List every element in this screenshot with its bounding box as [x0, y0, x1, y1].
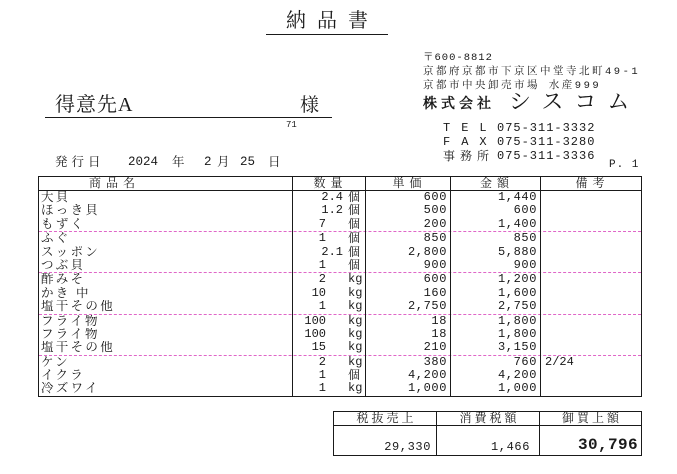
remarks	[540, 191, 641, 204]
row-group	[39, 191, 641, 232]
quantity-value: 7	[318, 216, 326, 231]
quantity-cell	[292, 218, 365, 231]
unit-price: 500	[423, 203, 447, 218]
amount: 5,880	[497, 244, 537, 259]
company-name: シスコム	[509, 89, 641, 114]
amount: 1,200	[497, 272, 537, 287]
table-row	[39, 328, 641, 341]
row-group	[39, 273, 641, 314]
quantity-unit: kg	[348, 272, 363, 287]
quantity-cell	[292, 356, 365, 369]
amount: 4,200	[497, 368, 537, 383]
unit-price: 210	[423, 340, 447, 355]
quantity-cell	[292, 315, 365, 328]
amount: 1,600	[497, 285, 537, 300]
unit-price: 2,750	[407, 299, 447, 314]
quantity-unit: 個	[348, 203, 361, 218]
header-item-name: 商 品 名	[89, 176, 137, 190]
header-quantity: 数 量	[313, 176, 344, 190]
amount: 600	[513, 203, 537, 218]
subtotal-value: 29,330	[334, 426, 437, 455]
quantity-unit: kg	[348, 299, 363, 314]
quantity-value: 100	[304, 326, 326, 341]
issue-date-year-unit: 年	[172, 155, 185, 169]
tax-label: 消費税額	[437, 412, 540, 426]
quantity-value: 2	[318, 354, 326, 369]
table-row	[39, 273, 641, 286]
quantity-value: 1	[318, 257, 326, 272]
item-name: 塩干その他	[41, 300, 116, 314]
item-name: かき 中	[41, 286, 91, 300]
quantity-value: 1	[318, 231, 326, 246]
header-remarks: 備 考	[575, 176, 606, 190]
quantity-unit: kg	[348, 354, 363, 369]
quantity-unit: kg	[348, 340, 363, 355]
quantity-unit: kg	[348, 313, 363, 328]
quantity-unit: kg	[348, 381, 363, 396]
subtotal-label: 税抜売上	[334, 412, 437, 426]
page-number: P. 1	[609, 159, 640, 171]
quantity-cell	[292, 328, 365, 341]
quantity-value: 2.4	[321, 190, 343, 204]
remarks	[540, 369, 641, 382]
contact-label: FAX	[443, 135, 498, 149]
contact-list	[443, 121, 595, 163]
table-row	[39, 232, 641, 245]
amount: 850	[513, 231, 537, 246]
table-row	[39, 287, 641, 300]
totals-box	[333, 411, 642, 456]
column-divider	[292, 177, 293, 396]
table-row	[39, 315, 641, 328]
table-row	[39, 369, 641, 382]
contact-label: 事務所	[443, 149, 495, 163]
quantity-value: 1.2	[321, 203, 343, 218]
unit-price: 1,000	[407, 381, 447, 396]
contact-fax	[443, 135, 595, 149]
sender-address-line2: 京都市中央卸売市場 水産999	[423, 80, 602, 92]
row-group	[39, 356, 641, 396]
item-name: ケン	[41, 355, 70, 369]
unit-price: 160	[423, 285, 447, 300]
unit-price: 380	[423, 354, 447, 369]
item-name: 大貝	[41, 191, 71, 204]
total-value: 30,796	[577, 436, 638, 454]
remarks	[540, 259, 641, 272]
sender-postal-code: 〒600-8812	[423, 52, 493, 64]
amount: 1,400	[497, 216, 537, 231]
remarks	[540, 341, 641, 354]
quantity-unit: kg	[348, 326, 363, 341]
contact-number: 075-311-3280	[497, 135, 596, 149]
unit-price: 900	[423, 257, 447, 272]
table-row	[39, 259, 641, 272]
remarks	[540, 246, 641, 259]
issue-date-label: 発行日	[55, 155, 105, 169]
amount: 2,750	[497, 299, 537, 314]
column-divider	[540, 177, 541, 396]
quantity-unit: 個	[348, 244, 361, 259]
quantity-unit: kg	[348, 285, 363, 300]
amount: 1,800	[497, 313, 537, 328]
issue-date-month-unit: 月	[217, 155, 230, 169]
header-amount: 金 額	[479, 176, 510, 190]
unit-price: 4,200	[407, 368, 447, 383]
quantity-cell	[292, 246, 365, 259]
item-name: ふぐ	[41, 232, 71, 246]
quantity-cell	[292, 204, 365, 217]
unit-price: 600	[423, 190, 447, 204]
contact-tel	[443, 121, 595, 135]
unit-price: 2,800	[407, 244, 447, 259]
quantity-cell	[292, 259, 365, 272]
unit-price: 600	[423, 272, 447, 287]
item-name: 塩干その他	[41, 341, 116, 355]
table-row	[39, 341, 641, 354]
quantity-value: 1	[318, 299, 326, 314]
item-name: フライ物	[41, 327, 100, 341]
unit-price: 850	[423, 231, 447, 246]
quantity-value: 2.1	[321, 244, 343, 259]
item-name: もずく	[41, 217, 86, 231]
quantity-cell	[292, 382, 365, 395]
table-row	[39, 191, 641, 204]
item-name: 冷ズワイ	[41, 382, 100, 396]
amount: 760	[513, 354, 537, 369]
table-body	[39, 191, 641, 396]
quantity-unit: 個	[348, 216, 361, 231]
quantity-cell	[292, 232, 365, 245]
quantity-cell	[292, 273, 365, 286]
remarks	[540, 204, 641, 217]
remarks	[540, 328, 641, 341]
total-label: 御買上額	[540, 412, 641, 426]
customer-name: 得意先A	[55, 94, 134, 116]
unit-price: 200	[423, 216, 447, 231]
item-name: フライ物	[41, 314, 100, 328]
item-name: ほっき貝	[41, 204, 101, 218]
row-group	[39, 232, 641, 273]
quantity-unit: 個	[348, 257, 361, 272]
quantity-cell	[292, 300, 365, 313]
quantity-value: 100	[304, 313, 326, 328]
remarks	[540, 287, 641, 300]
unit-price: 18	[431, 326, 447, 341]
remarks: 2/24	[545, 354, 574, 369]
quantity-cell	[292, 191, 365, 204]
amount: 900	[513, 257, 537, 272]
quantity-value: 1	[318, 381, 326, 396]
table-row	[39, 382, 641, 395]
quantity-cell	[292, 369, 365, 382]
remarks	[540, 315, 641, 328]
amount: 1,440	[497, 190, 537, 204]
issue-date-month: 2	[204, 155, 212, 169]
quantity-value: 10	[311, 285, 326, 300]
remarks	[540, 382, 641, 395]
contact-number: 075-311-3336	[497, 149, 596, 163]
table-header-row	[39, 177, 641, 191]
company-prefix: 株式会社	[423, 97, 495, 112]
quantity-value: 15	[311, 340, 326, 355]
quantity-value: 1	[318, 368, 326, 383]
amount: 1,000	[497, 381, 537, 396]
table-row	[39, 246, 641, 259]
table-row	[39, 204, 641, 217]
quantity-unit: 個	[348, 231, 361, 246]
unit-price: 18	[431, 313, 447, 328]
customer-code: 71	[286, 120, 297, 130]
item-name: スッポン	[41, 245, 101, 259]
quantity-cell	[292, 287, 365, 300]
quantity-unit: 個	[348, 368, 361, 383]
sender-address-line1: 京都府京都市下京区中堂寺北町49-1	[423, 66, 641, 78]
table-row	[39, 218, 641, 231]
issue-date-day-unit: 日	[268, 155, 281, 169]
column-divider	[450, 177, 451, 396]
quantity-unit: 個	[348, 190, 361, 204]
remarks	[540, 232, 641, 245]
table-row	[39, 300, 641, 313]
remarks	[540, 273, 641, 286]
issue-date-year: 2024	[128, 155, 159, 169]
remarks	[540, 300, 641, 313]
contact-office	[443, 149, 595, 163]
row-group	[39, 315, 641, 356]
items-table	[38, 176, 642, 397]
contact-number: 075-311-3332	[497, 121, 596, 135]
amount: 3,150	[497, 340, 537, 355]
remarks	[540, 218, 641, 231]
tax-value: 1,466	[437, 426, 540, 455]
column-divider	[365, 177, 366, 396]
customer-honorific: 様	[300, 95, 320, 116]
quantity-cell	[292, 341, 365, 354]
quantity-value: 2	[318, 272, 326, 287]
document-title: 納 品 書	[266, 10, 388, 35]
table-row	[39, 356, 641, 369]
customer-underline	[45, 117, 332, 118]
header-unit-price: 単 価	[392, 176, 423, 190]
contact-label: TEL	[443, 121, 498, 135]
item-name: 酢みそ	[41, 273, 86, 287]
item-name: つぶ貝	[41, 258, 86, 272]
item-name: イクラ	[41, 369, 86, 383]
amount: 1,800	[497, 326, 537, 341]
issue-date-day: 25	[240, 155, 256, 169]
